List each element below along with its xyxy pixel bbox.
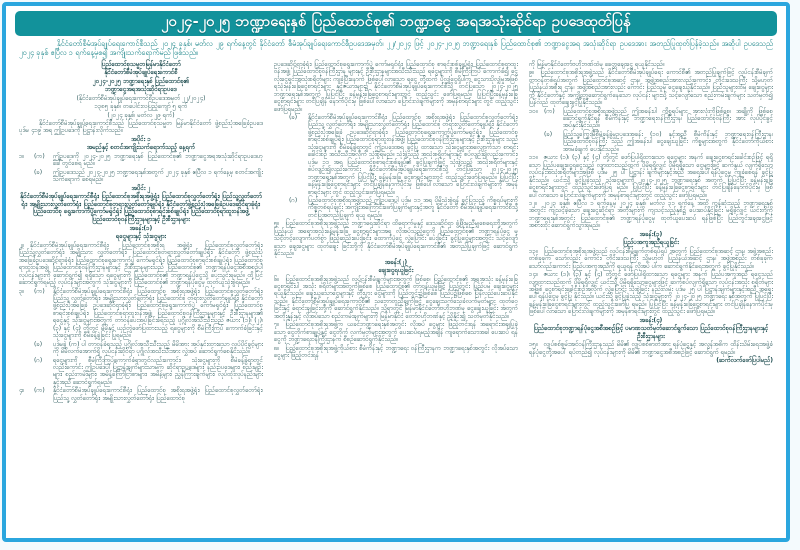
- item-label: (ခ): [544, 130, 553, 138]
- newspaper-page-frame: [2, 2, 790, 542]
- item-text: ပုဒ်မခွဲ (က) ပါ တာဝန်ခံရသည့် ပုဂ္ဂိုလ်အသီးသီးသည် မိမိအား အပ်နှင်းထားသော လုပ်ပိုင်ခွင့်များကို မိမိလက်အောက်ရှိ လုပ်ငန်းဆိုင်ရာ ပုဂ္ဂိုလ်အသီးသီးအား လွှဲအပ် ဆောင်ရွက်စေနိုင်သည်။: [53, 340, 263, 356]
- law-paragraph: ၈။ ပြည်ထောင်စုအစိုးရအဖွဲ့ကိုယ်စား စီမံကိန်းနှင့် ဘဏ္ဍာရေး ဝန်ကြီးဌာနက ဘဏ္ဍာရေးနှစ်အတွင်း လိုအပ်သောငွေများ ဖြည့်တင်းရန်: [274, 344, 518, 360]
- item-number: ၃။: [19, 287, 25, 295]
- law-item: [19, 288, 263, 340]
- law-item: [19, 341, 263, 356]
- law-paragraph: ၂။ နိုင်ငံတော်စီမံအုပ်ချုပ်ရေးကောင်စီရုံး၊ ပြည်ထောင်စုအစိုးရ အဖွဲ့ရုံး၊ ပြည်ထောင်စုလွှတ်တော်ရုံး၊ ပြည်သူ့လွှတ်တော်ရုံး၊ အမျိုးသား လွှတ်တော်ရုံး၊ ပြည်ထောင်စုတရားလွှတ်တော်ချုပ်ရုံး၊ နိုင်ငံတော် ဖွဲ့စည်းပုံအခြေခံဥပဒေဆိုင်ရာခုံရုံး၊ ပြည်ထောင်စုရွေးကောက်ပွဲ ကော်မရှင်ရုံး၊ ပြည်ထောင်စုစာရင်းစစ်ချုပ်ရုံး၊ ပြည်ထောင်စုရာထူးဝန်အဖွဲ့၊ ပြည်ထောင်စုဝန်ကြီးဌာနများနှင့် ဦးစီးဌာနများသည် ပြည်ထောင်စု၏ ဘဏ္ဍာရန်ပုံငွေအစီအစဉ်ပါ လုပ်ငန်းများကို ဆောင်ရွက်၍ ရရှိသော ရငွေများကို ပြည်ထောင်စု၏ ဘဏ္ဍာရန်ပုံငွေသို့ ပေးသွင်းရမည်။ ထို့ပြင် ဆောင်ရွက်ရမည့် လုပ်ငန်းများအတွက် သုံးငွေများကို ပြည်ထောင်စု၏ ဘဏ္ဍာရန်ပုံငွေမှ ထုတ်ယူသုံးစွဲရမည်။: [19, 241, 263, 287]
- law-paragraph: နိုင်ငံတော်စီမံအုပ်ချုပ်ရေးကောင်စီသည် ပြည်ထောင်စုသမ္မတ မြန်မာနိုင်ငံတော် ဖွဲ့စည်းပုံအခြေခံဥပဒေ ပုဒ်မ ၄၁၉ အရ ဤဥပဒေကို ပြဋ္ဌာန်းလိုက်သည်။: [19, 119, 263, 135]
- article-column-3: [529, 61, 773, 366]
- continuation-note: (ဆက်လက်ဖော်ပြပါမည်): [716, 357, 773, 365]
- item-label: (ခ): [34, 340, 43, 348]
- law-paragraph: ၁၁။ ဇယား (၁)၊ (၃) နှင့် (၄) တို့တွင် ဖော်ပြပါရှိထားသော ရငွေများ အနက် ချေးငွေစာရင်းခေါင်းစဉ်ဖြင့် ရရှိသော ပြည်ပချေးငွေရငွေသည် လျာထားသည်ထက် ပိုမိုရရှိလျှင် ပိုမိုရရှိသော ငွေများဖြင့် ဆက်နွယ် လျက်ရှိသော လုပ်ငန်းအသုံးစရိတ်များအဖြစ် ပုဒ်မ ၂၅ ပါ ပြဋ္ဌာန်း ချက်များနှင့်အညီ အရေးပေါ်ရန်ပုံငွေမှ ကျခံစေရန် ခွင့်ပြုနိုင်သည်။ ယင်းသို့ ခွင့်ပြုခဲ့သည့် သုံးငွေများကို ၂၀၂၄-၂၀၂၅ ဘဏ္ဍာရေးနှစ် အတွက် ပြုပြင်ပြီး ခန့်မှန်းခြေငွေစာရင်းများတွင် ထည့်သွင်းဖော်ပြရ မည်။ ပြုပြင်ပြီး ခန့်မှန်းခြေငွေစာရင်းများ တင်ပြချိန်နောက်ပိုင်းမှ ဖြစ်ပေါ်လာသော ပြောင်းလဲချက်များကို အမှန်စာရင်းများတွင် ထည့်သွင်း ဖော်ပြရမည်။: [529, 154, 773, 199]
- item-text: ဤဥပဒေကို ၂၀၂၄-၂၀၂၅ ဘဏ္ဍာရေးနှစ် ပြည်ထောင်စု၏ ဘဏ္ဍာငွေအရအသုံးဆိုင်ရာဥပဒေဟု ခေါ်တွင်စေရ မည်။: [53, 152, 263, 168]
- item-text: နိုင်ငံတော်စီမံအုပ်ချုပ်ရေးကောင်စီရုံး၊ ပြည်ထောင်စု အစိုးရအဖွဲ့ရုံး၊ ပြည်ထောင်စုလွှတ်တော်ရုံး၊ ပြည်သူ့ လွှတ်တော်ရုံး၊ အမျိုးသားလွှတ်တော်ရုံး၊ ပြည်ထောင်စု တရားလွှတ်တော်ချုပ်ရုံး၊ နိုင်ငံတော်ဖွဲ့စည်းပုံအခြေခံ ဥပဒေဆိုင်ရာခုံရုံး၊ ပြည်ထောင်စုရွေးကောက်ပွဲ ကော်မရှင်ရုံး၊ ပြည်ထောင်စုစာရင်းစစ်ချုပ်ရုံး၊ ပြည်ထောင်စုရာထူးဝန်အဖွဲ့၊ ပြည်ထောင်စုဝန်ကြီးဌာနများနှင့် ဦးစီးဌာနများ၏ ရငွေနှင့် သုံးငွေများအတွက် တာဝန်ပေးအပ်ခြင်းခံရသည့် ပုဂ္ဂိုလ်အသီးသီးသည် ဇယား (၁)၊ (၂)၊ (၃) နှင့် (၄) တို့တွင် မိမိနှင့် ယှဉ်တွဲဖော်ပြထားသည့် ရငွေများကို စီမံကြီးကြပ် ကောက်ခံခြင်းနှင့် သုံးငွေများကို စီမံခန့်ခွဲခြင်း ပြုရမည်။: [53, 287, 263, 340]
- law-paragraph: ၁၅။ လျှပ်စစ်စွမ်းအင်ဝန်ကြီးဌာနသည် မိမိ၏ လျှပ်စစ်ဓာတ်အား ရန်ပုံငွေနှင့် အလွန်အဓိက ထိန်းသိမ်းရေးအဖွဲ့ခံ ရန်ပုံငွေတို့အပေါ် ရပ်တည်၍ လုပ်ငန်းများကို မိမိ၏ ဘဏ္ဍာငွေအစီအစဉ်ဖြင့် ဆောင်ရွက် ရမည်။: [529, 341, 773, 356]
- item-text: ပြည်ထောင်စုအစိုးရအဖွဲ့သည် ဤအခန်းပါ ကိစ္စရပ်များ အားလုံးကိုဖြစ်စေ၊ အချို့ကို ဖြစ်စေ ဆောင်ရွက်နိုင်ရန် စီမံကိန်းနှင့် ဘဏ္ဍာရေးဝန်ကြီးဌာန၊ ပြည်ထောင်စုဝန်ကြီး အား လုပ်ပိုင်ခွင့် အပ်နှင်းနိုင်သည်။: [563, 107, 773, 130]
- item-number: ၁၀။: [529, 107, 538, 115]
- article-column-1: [19, 61, 263, 403]
- law-paragraph: ၅။ ပြည်ထောင်စုအစိုးရအဖွဲ့သည် ဘဏ္ဍာရေးဆိုင်ရာ ထိရောက်မှုနှင့် ဒေသဆိုင်ရာ ဖွံ့ဖြိုးမှုညီမျှစေရေးတို့အတွက် ပြည်နယ် အရောအသုံးခန့်မှန်းခြေ ငွေစာရင်းများအရ လိုအပ်သည့်ငွေကို ပြည်ထောင်စု၏ ဘဏ္ဍာရန်ပုံငွေ မှ သင့်တင့်လျောက်ပတ်စွာ ဖြည့်ဆည်းပေးခြင်း၊ ထောက်ပံ့ငွေ လွှဲပြောင်း ပေးခြင်း၊ ခွင့်ပြုငွေများအတွင်း သင့်လျော်သော ချေးငွေများ ထုတ်ချေး ခြင်းတို့ကို နိုင်ငံတော်စီမံအုပ်ချုပ်ရေးကောင်စီ၏ အတည်ပြုချက်ဖြင့် ဆောင်ရွက်နိုင်သည်။: [274, 220, 518, 258]
- item-number: [529, 131, 544, 153]
- headline-text: ၂၀၂၄-၂၀၂၅ ဘဏ္ဍာရေးနှစ် ပြည်ထောင်စု၏ ဘဏ္ဍာငွေ အရအသုံးဆိုင်ရာ ဥပဒေထုတ်ပြန်: [161, 14, 631, 30]
- law-paragraph: ၇။ ပြည်ထောင်စုအစိုးရအဖွဲ့က ယခင်ဘဏ္ဍာရေးနှစ်အတွင်း လိုအပ် ငွေများ ဖြည့်တင်းရန် အရောင်းအချပြုခဲ့သော ငွေတိုက်စာချုပ်နှင့် ငွေတိုက် လက်မှတ်များအတွက် ပေးဆပ်ရမည့်အချိန် ကျရောက်သောအခါ ပေးဆပ် ရန်ငွေကို ဘဏ္ဍာရေးဝန်ကြီးဌာနက စီစဉ်ဆောင်ရွက်နိုင်သည်။: [274, 321, 518, 344]
- item-label: (ခ): [289, 113, 298, 121]
- article-columns: [6, 61, 786, 403]
- section-heading: အပိုင်း ၂: [131, 184, 151, 192]
- section-heading: အခန်း(၄): [639, 316, 663, 324]
- item-number: [19, 341, 34, 356]
- section-heading: နိုင်ငံတော်စီမံအုပ်ချုပ်ရေးကောင်စီ: [104, 69, 178, 77]
- article-column-2: [274, 61, 518, 361]
- item-text: ပြည်သူ့ကြွေးမြီစီမံခန့်ခွဲမှုဥပဒေအခန်း (၁၀) နှင့်အညီ စီမံကိန်းနှင့် ဘဏ္ဍာရေးဝန်ကြီးဌာန၊ ပြည်ထောင်စုဝန်ကြီး သည် ဤအခန်းပါ ငွေချေးယူခြင်း ကိစ္စများအတွက် နိုင်ငံတော်ကိုယ်စား အာမခံချက် ပေးနိုင်သည်။: [563, 130, 773, 153]
- item-label: (ခ): [34, 168, 43, 176]
- item-label: (က): [34, 387, 45, 395]
- intro-paragraph: နိုင်ငံတော်စီမံအုပ်ချုပ်ရေးကောင်စီသည် ၂၀၂၄ ခုနှစ်၊ မတ်လ ၂၉ ရက်နေ့တွင် နိုင်ငံတော် စီမံအုပ်ချုပ်ရေးကောင်စီဥပဒေအမှတ်၊ ၂၂/၂၀၂၄ ဖြင့် ၂၀၂၄-၂၀၂၅ ဘဏ္ဍာရေးနှစ် ပြည်ထောင်စု၏ ဘဏ္ဍာငွေအရ အသုံးဆိုင်ရာ ဥပဒေအား အတည်ပြုထုတ်ပြန်ခဲ့သည်။ အဆိုပါ ဥပဒေသည် ၂၀၂၄ ခုနှစ် ဧပြီလ ၁ ရက်နေ့မှစ၍ အကျိုးသက်ရောက်မည် ဖြစ်သည်။: [19, 39, 773, 58]
- law-item: [529, 131, 773, 153]
- law-paragraph: ကို မြန်မာနိုင်ငံတော်ဗဟိုဘဏ်ထံမှ ခေတ္တချေးငွေ ရယူနိုင်သည်။: [529, 60, 665, 68]
- section-heading: အပိုင်း ၁: [131, 135, 151, 143]
- item-label: (ဂ): [34, 356, 43, 364]
- item-text: ရငွေများကို စီမံကြီးကြပ်ကောက်ခံရာတွင်လည်းကောင်း၊ သုံးငွေများကို စီမံခန့်ခွဲရာတွင်လည်းကောင်း ဤဥပဒေပါ ပြဋ္ဌာန်းချက်များသာမက ဆိုင်ရာဥပဒေများ၊ နည်းဥပဒေများ၊ စည်းမျဉ်းများ၊ စည်းကမ်းများ၊ အမိန့်ကြော်ငြာစာများ၊ အမိန့်များ၊ ညွှန်ကြားချက်များ၊ လုပ်ထုံးလုပ်နည်းများနှင့်အညီ ဆောင်ရွက်ရမည်။: [53, 356, 263, 386]
- law-paragraph: ၉။ ပြည်ထောင်စုအစိုးရအဖွဲ့သည် နိုင်ငံတော်စီမံအုပ်ချုပ်ရေး ကောင်စီ၏ အတည်ပြုချက်ဖြင့် လုပ်ငန်းစီမံချက်တာဝန်တစ်ရပ်အတွက် ပြည်ထောင်စုအဆင့် ဌာန၊ အဖွဲ့အစည်းအားလည်းကောင်း၊ တိုင်းဒေသကြီး သို့မဟုတ် ပြည်နယ်အစိုးရ ဌာန၊ အဖွဲ့အစည်းအားလည်း ကောင်း ပြည်သူမှ ငွေချေးယူနိုင်သည်။ ပြည်သူများထံမှ ချေးငွေများကို နိုင်ငံတော်နှင့် အကျိုးတူဆောင်ရွက်နေသော လုပ်ငန်း များသို့ သင့်လျော်သော စည်းကမ်းချက်များ သတ်မှတ်၍ ပြန်လည် ထုတ်ချေးခွင့်ပြုနိုင်သည်။: [529, 69, 773, 107]
- item-text: နိုင်ငံတော်စီမံအုပ်ချုပ်ရေးကောင်စီရုံး၊ ပြည်ထောင်စု အစိုးရအဖွဲ့ရုံး၊ ပြည်ထောင်စုလွှတ်တော်ရုံး၊ ပြည်သူ့ လွှတ်တော်ရုံး၊ အမျိုးသားလွှတ်တော်ရုံး၊ ပြည်ထောင်စု: [53, 387, 263, 402]
- headline-banner: [15, 11, 777, 36]
- item-text: ဤဥပဒေသည် ၂၀၂၄-၂၀၂၅ ဘဏ္ဍာရေးနှစ်အတွက် ၂၀၂၄ ခုနှစ် ဧပြီလ ၁ ရက်နေ့မှ စတင်အကျိုးသက်ရောက် စေရမည်။: [53, 168, 263, 184]
- item-text: ပြည်ထောင်စုအစိုးရအဖွဲ့သည် ဤဥပဒေပါ ပုဒ်မ ၁၁ အရ ပိုမိုသုံးစွဲရန် ခွင့်ပြုသည့် ကိစ္စရပ်များကို ကိစ္စတစ်ရပ်ချင်း အကျိုးအကြောင်းဖော်ပြချက်များနှင့်အတူ နိုင်ငံတော် စီမံအုပ်ချုပ်ရေးကောင်စီသို့ တင်ပြအတည်ပြုချက် ရယူ ရမည်။: [308, 196, 518, 219]
- section-heading: ပြည်ထောင်စုသမ္မတမြန်မာနိုင်ငံတော်: [101, 60, 181, 68]
- law-item: [19, 357, 263, 387]
- law-paragraph: ၆။ ပြည်ထောင်စုအစိုးရအဖွဲ့သည် လုပ်ငန်းစီမံချက်များအတွက် ဖြစ်စေ၊ ပြည်ထောင်စု၏ အရအသုံး ခန့်မှန်းခြေငွေစာရင်းပါ အသုံး စရိတ်များအတွက်ဖြစ်စေ ပြည်ထောင်စု၏ တာဝန်ယူမှုဖြင့် ပြည်တွင်း ပြည်ပမှ ချေးငွေများ ရယူနိုင်သည်။ ချေးယူသောငွေများနှင့် တိုးပွား ငွေများကို ပြည်တွင်း၌ဖြစ်စေ ပြည်ပ၌ဖြစ်စေ ပြန်လည်ပေးဆပ်နိုင် သည်။ နိုင်ငံတော်စီမံအုပ်ချုပ်ရေးကောင်စီ၏ သဘောတူညီချက်ဖြင့် ငွေချေးသက်သေခံလက်မှတ်များ ထုတ်ဝေခြင်းနှင့် ရောင်းချခြင်းတို့ကို ဆောင်ရွက်နိုင်သည်။ သို့ရာတွင် မြန်မာနိုင်ငံတော်ဗဟိုဘဏ်မှ ငွေချေးယူခြင်း အတွက် အတိုးနှုန်းနှင့် လိုအပ်သော စည်းကမ်းချက်များကို မြန်မာနိုင်ငံ တော်ဗဟိုဘဏ်နှင့် ညှိနှိုင်း၍ သတ်မှတ်နိုင်သည်။: [274, 275, 518, 320]
- section-heading: အခန်း(၂): [384, 258, 408, 266]
- law-paragraph: ၁၄။ ဇယား (၁)၊ (၃) နှင့် (၄) တို့တွင် ဖော်ပြပါရှိထားသော ရငွေများ အနက် ပြည်ပအကူအညီ ရငွေသည် လျာထားသည်ထက် ပိုမိုရရှိလျှင် ယင်းသို့ ပိုမိုရရှိသောငွေများဖြင့် ဆက်စပ်လျက်ရှိသော လုပ်ငန်းအသုံး စရိတ်များအဖြစ် ငွေစာရင်းခေါင်းစဉ်အလိုက် လွှဲပြောင်း သုံးစွဲခြင်း နည်းလမ်း ပုဒ်မ ၂၅ ပါ ပြဋ္ဌာန်းချက်များနှင့်အညီ အရေးပေါ်ရန်ပုံငွေမှ ခွင့်ပြု နိုင်သည်။ ယင်းသို့ ခွင့်ပြုခဲ့သည့် သုံးငွေများကို ၂၀၂၄-၂၀၂၅ ဘဏ္ဍာရေး နှစ်အတွက် ပြုပြင်ပြီး ခန့်မှန်းခြေငွေစာရင်းများတွင် ထည့်သွင်းဖော်ပြ ရမည်။ ပြုပြင်ပြီး ခန့်မှန်းခြေငွေစာရင်းများ တင်ပြချိန်နောက်ပိုင်းမှ ဖြစ်ပေါ်လာသော ပြောင်းလဲချက်များကို အမှန်စာရင်းများတွင် ထည့်သွင်း ဖော်ပြရမည်။: [529, 271, 773, 316]
- law-paragraph: ၁၂။ ၂၀၂၃ ခုနှစ်၊ ဧပြီလ ၁ ရက်နေ့မှ ၂၀၂၄ ခုနှစ်၊ မတ်လ ၃၁ ရက်နေ့ အထိ ကုန်ဆုံးသည့် ဘဏ္ဍာရေးနှစ်အတွင်း ကျသင့်ခဲ့သော ချေးငွေဆိုင်ရာ အတိုးများကို ကျသင့်သည့်နှစ်၌ ပေးဆပ်နိုင်ခြင်း မရှိခဲ့လျှင် ယင်းတို့ကို ဘဏ္ဍာရေးနှစ်အတွင်း ပြည်ထောင်စု၏ ဘဏ္ဍာရန်ပုံငွေမှ ထုတ်ယူပေးဆပ် ရန်ဖြစ်ပြီး ပြည်တွင်းချေးငွေဖြင့် အစားထိုး ဆောင်ရွက်သွားရမည်။: [529, 199, 773, 230]
- section-heading: အမည်နှင့် စတင်အကျိုးသက်ရောက်သည့် နေ့ရက်: [86, 144, 196, 152]
- item-number: [19, 169, 34, 184]
- law-paragraph: ၁၃။ ပြည်ထောင်စုအစိုးရအဖွဲ့သည် လုပ်ငန်းစီမံချက်တစ်ရပ်ရပ် အတွက် ပြည်ထောင်စုအဆင့် ဌာန၊ အဖွဲ့အစည်းတစ်ခုခုက သော်လည်း ကောင်း၊ တိုင်းဒေသကြီး သို့မဟုတ် ပြည်နယ်အဆင့် ဌာန၊ အဖွဲ့အစည်း တစ်ခုခုက သော်လည်းကောင်း ပြည်ပအကူအညီကို ရယူရန် လိုအပ် ပါက ဆောင်ရွက်နိုင်ရေးအတွက် ခွင့်ပြုနိုင်သည်။: [529, 247, 773, 270]
- item-text: နိုင်ငံတော်စီမံအုပ်ချုပ်ရေးကောင်စီရုံး၊ ပြည်ထောင်စု အစိုးရအဖွဲ့ရုံး၊ ပြည်ထောင်စုလွှတ်တော်ရုံး၊ ပြည်သူ့ လွှတ်တော်ရုံး၊ အမျိုးသားလွှတ်တော်ရုံး၊ ပြည်ထောင်စု တရားလွှတ်တော်ချုပ်ရုံး၊ နိုင်ငံတော်ဖွဲ့စည်းပုံအခြေခံ ဥပဒေဆိုင်ရာခုံရုံး၊ ပြည်ထောင်စုရွေးကောက်ပွဲကော်မရှင်ရုံး၊ ပြည်ထောင်စု စာရင်းစစ်ချုပ်ရုံး၊ ပြည်ထောင်စုရာထူးဝန်အဖွဲ့၊ ပြည်ထောင်စုဝန်ကြီးဌာနများနှင့် ဦးစီးဌာနများ သည် သုံးငွေများကို စီမံခန့်ခွဲရာတွင် ဤဥပဒေအရ ခွင့်ပြု ထားသော သုံးငွေများအလျောက်သာ စာရင်းခေါင်းစဉ် အသီးသီးအလိုက် သုံးစွဲရမည်။ သုံးဖွဲ့သည့် အသုံးစရိတ်များနှင့် စပ်လျဉ်း၍လည်းကောင်း၊ ပုဒ်မ ၁၁ အရ ပြည်ထောင်စုစာရင်းစစ်ချုပ်၏ ခွင့်ပြုချက်ဖြင့် သုံးဖွဲ့သည့် အသုံးစရိတ်များနှင့် စပ်လျဉ်း၍လည်းကောင်း နိုင်ငံတော်စီမံအုပ်ချုပ်ရေးကောင်စီသို့ တင်ပြသော ၂၀၂၄-၂၀၂၅ ဘဏ္ဍာရေးနှစ်အတွက် ပြုပြင်ပြီး ခန့်မှန်းခြေ ငွေစာရင်းများတွင် ထည့်သွင်းဖော်ပြရမည်။ ပြုပြင်ပြီး ခန့်မှန်းခြေငွေစာရင်းများ တင်ပြချိန်နောက်ပိုင်းမှ ဖြစ်ပေါ်လာသော ပြောင်းလဲချက်များကို အမှန်စာရင်းများ တွင် ထည့်သွင်းဖော်ပြရမည်။: [308, 113, 518, 196]
- section-heading: ပြည်ထောင်စုဘဏ္ဍာရန်ပုံငွေအစီအစဉ်ဖြင့် ပမာဏသတ်မှတ်ဆောင်ရွက်သော ပြည်ထောင်စုဝန်ကြီးဌာနများနှင့် ဦးစီးဌာနများ: [533, 325, 769, 340]
- item-label: (ဂ): [289, 196, 298, 204]
- item-number: [19, 357, 34, 387]
- section-heading: ပြည်ပအကူအညီရယူခြင်း: [623, 239, 679, 247]
- section-heading: ၁၃၈၅ ခုနှစ်၊ တပေါင်းလပြည့်ကျော် ၅ ရက်: [94, 103, 188, 111]
- item-number: [274, 114, 289, 196]
- law-paragraph: ဥပဒေဆိုင်ရာခုံရုံး၊ ပြည်ထောင်စုရွေးကောက်ပွဲ ကော်မရှင်ရုံး၊ ပြည်ထောင်စု စာရင်းစစ်ချုပ်ရုံး၊ ပြည်ထောင်စုရာထူးဝန်အဖွဲ့၊ ပြည်ထောင်စုဝန်ကြီးဌာန များနှင့် ဦးစီးဌာနများအသီးသီးသည် ရငွေများကို စီမံကြီးကြပ် ကောက်ခံ၍ ငွေလုံးငွေရင်းအသုံးစရိတ်များ ကျခံပြီးနောက် ဖြစ်ပေါ်လာသော ရငွေ တို့ထက် ပိုလျှံငွေရှိပါက ငွေသားပိုလျှံမှုအဖြစ် ရသုံးမှန်းခြေငွေစာရင်းများ နှင့်ဇယားများ၌ နိုင်ငံတော်စီမံအုပ်ချုပ်ရေးကောင်စီသို့ တင်ပြသော ၂၀၂၄-၂၀၂၅ ဘဏ္ဍာရေးနှစ်အတွက် ပြုပြင်ပြီး ခန့်မှန်းခြေငွေစာရင်းများတွင် ထည့်သွင်း ဖော်ပြရမည်။ ပြုပြင်ပြီးခန့်မှန်းခြေငွေစာရင်းများ တင်ပြချိန် နောက်ပိုင်းမှ ဖြစ်ပေါ်လာသော ပြောင်းလဲချက်များကို အမှန်စာရင်းများ တွင် ထည့်သွင်းဖော်ပြရမည်။: [274, 60, 518, 113]
- item-number: ၁။: [19, 152, 25, 160]
- item-number: [274, 197, 289, 219]
- section-heading: ပြည်ထောင်စုဝန်ကြီးဌာနများနှင့် ဦးစီးဌာနများ: [92, 216, 190, 224]
- item-label: (က): [34, 287, 45, 295]
- law-item: [274, 114, 518, 196]
- section-heading: ဘဏ္ဍာငွေအရအသုံးဆိုင်ရာဥပဒေ: [105, 86, 177, 94]
- law-item: [529, 108, 773, 130]
- item-label: (က): [544, 107, 555, 115]
- section-heading: အခန်း(၃): [639, 230, 663, 238]
- law-item: [19, 387, 263, 402]
- item-number: ၄။: [19, 387, 25, 395]
- section-heading: (နိုင်ငံတော်စီမံအုပ်ချုပ်ရေးကောင်စီဥပဒေအမှတ် ၂၂/၂၀၂၄): [76, 94, 206, 102]
- section-heading: ရငွေများနှင့် သုံးငွေများ: [116, 233, 166, 241]
- section-heading: နိုင်ငံတော်စီမံအုပ်ချုပ်ရေးကောင်စီရုံး၊ ပြည်ထောင်စုအစိုးရအဖွဲ့ရုံး၊ ပြည်ထောင်စုလွှတ်တော်ရုံး၊ ပြည်သူ့လွှတ်တော်ရုံး၊ အမျိုးသားလွှတ်တော်ရုံး၊ ပြည်ထောင်စုတရားလွှတ်တော်ချုပ်ရုံး၊ နိုင်ငံတော်ဖွဲ့စည်းပုံအခြေခံဥပဒေဆိုင်ရာခုံရုံး၊ ပြည်ထောင်စု ရွေးကောက်ပွဲကော်မရှင်ရုံး၊ ပြည်ထောင်စုစာရင်းစစ်ချုပ်ရုံး၊ ပြည်ထောင်စုရာထူးဝန်အဖွဲ့: [20, 193, 262, 215]
- section-heading: ၂၀၂၄-၂၀၂၅ ဘဏ္ဍာရေးနှစ် ပြည်ထောင်စု၏: [92, 77, 190, 85]
- item-label: (က): [34, 152, 45, 160]
- law-item: [274, 197, 518, 219]
- section-heading: အခန်း(၁): [129, 224, 153, 232]
- section-heading: (၂၀၂၄ ခုနှစ်၊ မတ်လ ၂၉ ရက်): [107, 111, 175, 119]
- law-item: [19, 169, 263, 184]
- section-heading: ချေးငွေရယူခြင်း: [378, 267, 414, 275]
- law-item: [19, 153, 263, 168]
